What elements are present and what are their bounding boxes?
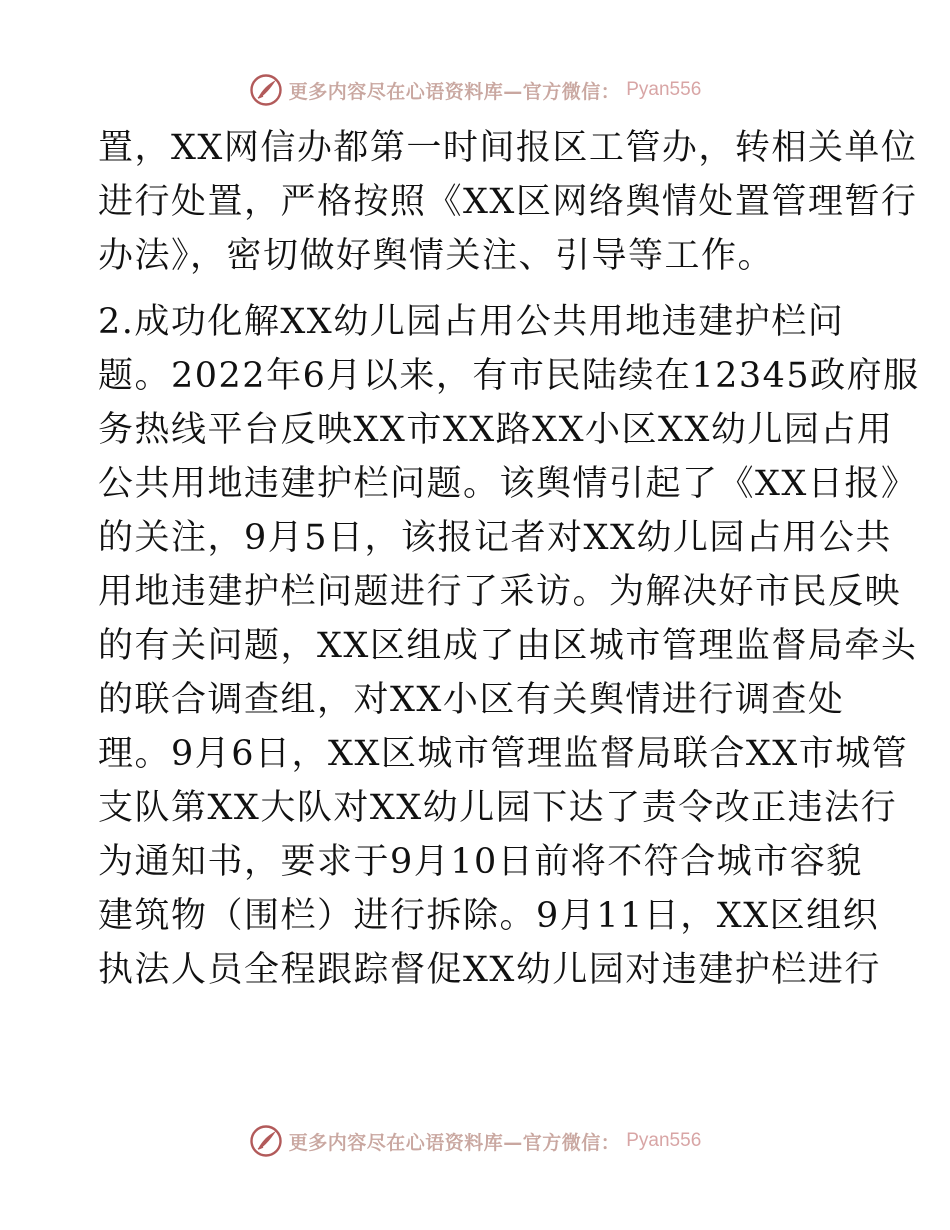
quill-logo-icon (249, 73, 283, 107)
quill-logo-icon (249, 1124, 283, 1158)
text-line: 进行处置，严格按照《XX区网络舆情处置管理暂行 (98, 182, 918, 222)
watermark-text: 更多内容尽在心语资料库—官方微信： (288, 1131, 621, 1154)
paragraph (98, 295, 920, 997)
text-line: 为通知书，要求于9月10日前将不符合城市容貌 (98, 842, 863, 882)
header-watermark (0, 70, 950, 110)
watermark-wechat-id: Pyan556 (626, 79, 702, 100)
text-line: 置，XX网信办都第一时间报区工管办，转相关单位 (98, 128, 918, 168)
watermark-wechat-id: Pyan556 (626, 1130, 702, 1151)
text-line: 用地违建护栏问题进行了采访。为解决好市民反映 (98, 572, 902, 612)
text-line: 理。9月6日，XX区城市管理监督局联合XX市城管 (98, 734, 909, 774)
document-body (98, 121, 920, 997)
watermark-text: 更多内容尽在心语资料库—官方微信： (288, 80, 621, 103)
text-line: 办法》，密切做好舆情关注、引导等工作。 (98, 236, 775, 276)
text-line: 务热线平台反映XX市XX路XX小区XX幼儿园占用 (98, 410, 894, 450)
text-line: 2.成功化解XX幼儿园占用公共用地违建护栏问 (98, 302, 845, 342)
text-line: 题。2022年6月以来，有市民陆续在12345政府服 (98, 356, 920, 396)
text-line: 的关注，9月5日，该报记者对XX幼儿园占用公共 (98, 518, 892, 558)
footer-watermark (0, 1121, 950, 1161)
text-line: 的联合调查组，对XX小区有关舆情进行调查处 (98, 680, 845, 720)
text-line: 建筑物（围栏）进行拆除。9月11日，XX区组织 (98, 896, 880, 936)
text-line: 支队第XX大队对XX幼儿园下达了责令改正违法行 (98, 788, 898, 828)
text-line: 的有关问题，XX区组成了由区城市管理监督局牵头 (98, 626, 918, 666)
text-line: 公共用地违建护栏问题。该舆情引起了《XX日报》 (98, 464, 918, 504)
paragraph (98, 121, 918, 283)
text-line: 执法人员全程跟踪督促XX幼儿园对违建护栏进行 (98, 950, 881, 990)
